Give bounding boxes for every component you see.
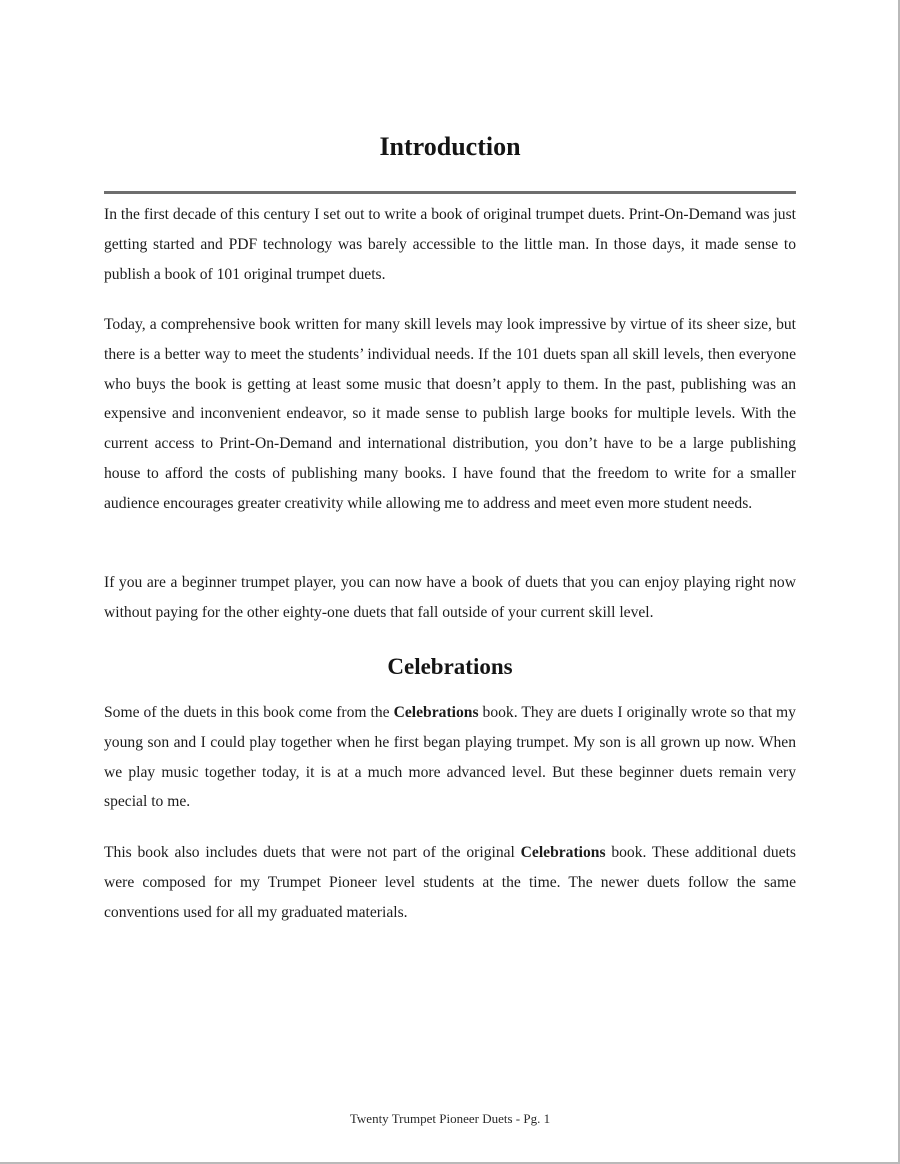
celebrations-book-title: Celebrations xyxy=(520,844,606,861)
page-footer: Twenty Trumpet Pioneer Duets - Pg. 1 xyxy=(349,1111,551,1126)
intro-paragraph-3: If you are a beginner trumpet player, you can now have a book of duets that you can enjoy playing right now without paying for the other eighty-one duets that fall outside of your current skill level. xyxy=(104,574,796,621)
intro-paragraph-3-block xyxy=(104,568,796,628)
celebrations-heading: Celebrations xyxy=(387,654,513,679)
celebrations-paragraph-2 xyxy=(104,838,796,927)
celebrations-paragraph-1-block xyxy=(104,698,796,817)
celebrations-paragraph-1-text-before: Some of the duets in this book come from the xyxy=(104,704,394,721)
introduction-heading: Introduction xyxy=(379,132,521,161)
celebrations-paragraph-2-text-before: This book also includes duets that were not part of the original xyxy=(104,844,521,861)
celebrations-book-title: Celebrations xyxy=(393,704,479,721)
intro-paragraph-2: Today, a comprehensive book written for many skill levels may look impressive by virtue of its sheer size, but there is a better way to meet the students’ individual needs. If the 101 duets span all skill levels, then everyone who buys the book is getting at least some music that doesn’t apply to them. In the past, publishing was an expensive and inconvenient endeavor, so it made sense to publish large books for multiple levels. With the current access to Print-On-Demand and international distribution, you don’t have to be a large publishing house to afford the costs of publishing many books. I have found that the freedom to write for a smaller audience encourages greater creativity while allowing me to address and meet even more student needs. xyxy=(104,316,796,512)
celebrations-paragraph-1-text-after: book. They are duets I originally wrote so that my young son and I could play together when he first began playing trumpet. My son is all grown up now. When we play music together today, it is at a much more advanced level. But these beginner duets remain very special to me. xyxy=(104,704,796,811)
celebrations-paragraph-2-block xyxy=(104,838,796,927)
celebrations-paragraph-1 xyxy=(104,698,796,817)
intro-paragraph-1: In the first decade of this century I set out to write a book of original trumpet duets. Print-On-Demand was just getting started and PDF technology was barely accessible to the little man. In those days, it made sense to publish a book of 101 original trumpet duets. xyxy=(104,206,796,283)
heading-divider xyxy=(104,191,796,194)
intro-paragraph-1-block xyxy=(104,200,796,289)
intro-paragraph-2-block xyxy=(104,310,796,519)
celebrations-paragraph-2-text-after: book. These additional duets were composed for my Trumpet Pioneer level students at the time. The newer duets follow the same conventions used for all my graduated materials. xyxy=(104,844,796,921)
